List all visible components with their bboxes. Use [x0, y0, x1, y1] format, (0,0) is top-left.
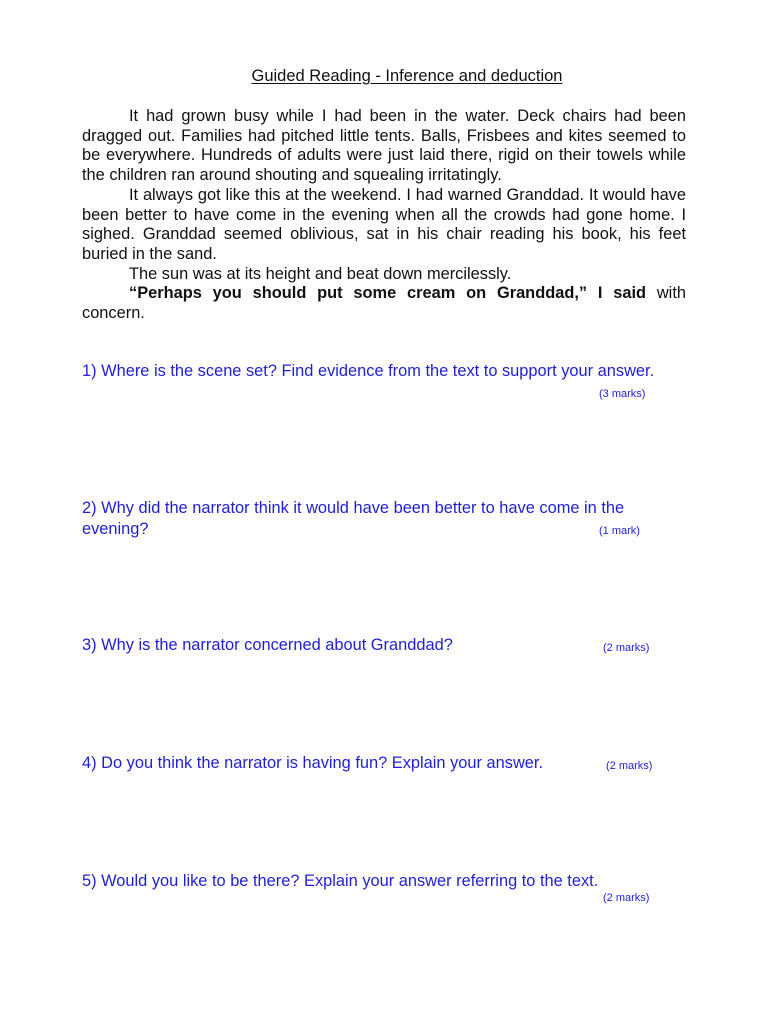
- page-title: Guided Reading - Inference and deduction: [251, 67, 563, 85]
- question-5: [82, 871, 686, 892]
- question-2-marks: (1 mark): [599, 525, 640, 537]
- question-1: [82, 361, 686, 382]
- question-4: [82, 753, 686, 774]
- passage-paragraph-4: [82, 284, 686, 323]
- question-3: [82, 635, 686, 656]
- question-4-marks: (2 marks): [606, 760, 653, 772]
- passage-quote: “Perhaps you should put some cream on Granddad,” I said: [129, 284, 647, 303]
- question-3-text: 3) Why is the narrator concerned about Granddad?: [82, 636, 453, 654]
- question-3-marks: (2 marks): [603, 642, 650, 654]
- passage-paragraph-2: It always got like this at the weekend. I had warned Granddad. It would have been better to have come in the evening when all the crowds had gone home. I sighed. Granddad seemed oblivious, sat in his chair reading his book, his feet buried in the sand.: [82, 185, 686, 263]
- question-1-marks: (3 marks): [599, 388, 646, 400]
- question-4-text: 4) Do you think the narrator is having fun? Explain your answer.: [82, 754, 544, 772]
- passage-paragraph-3: The sun was at its height and beat down mercilessly.: [129, 264, 512, 283]
- passage-quote-tail: with concern.: [82, 284, 686, 323]
- question-2: [82, 498, 686, 539]
- passage-paragraph-1: It had grown busy while I had been in the water. Deck chairs had been dragged out. Families had pitched little tents. Balls, Frisbees and kites seemed to be everywhere. Hundreds of adults were just laid there, rigid on their towels while the children ran around shouting and squealing irritatingly.: [82, 107, 686, 185]
- question-5-marks: (2 marks): [603, 892, 650, 904]
- question-2-text: 2) Why did the narrator think it would have been better to have come in the evening?: [82, 499, 625, 538]
- question-1-text: 1) Where is the scene set? Find evidence from the text to support your answer.: [82, 362, 655, 380]
- reading-passage: [82, 107, 686, 324]
- question-5-text: 5) Would you like to be there? Explain your answer referring to the text.: [82, 872, 599, 890]
